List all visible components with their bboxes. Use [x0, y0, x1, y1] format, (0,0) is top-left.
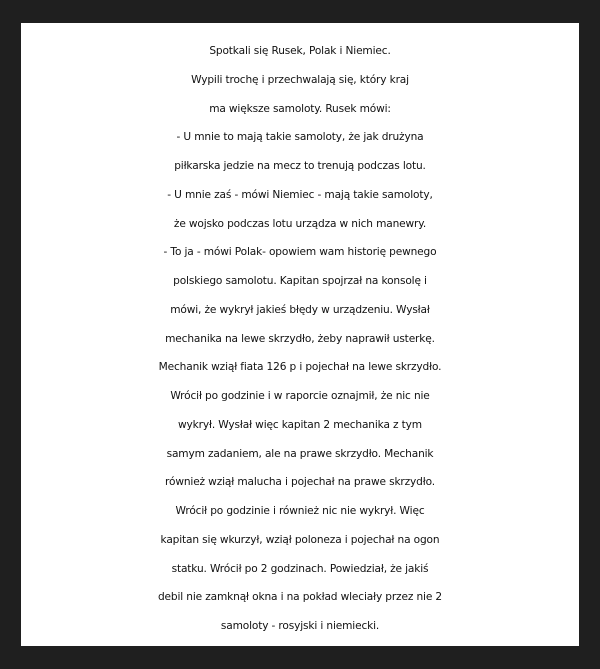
joke-line: samym zadaniem, ale na prawe skrzydło. Mechanik: [166, 447, 434, 460]
joke-line: debil nie zamknął okna i na pokład wleciały przez nie 2: [157, 591, 442, 604]
joke-line: Wrócił po godzinie i w raporcie oznajmił, że nic nie: [170, 390, 430, 402]
joke-line: ma większe samoloty. Rusek mówi:: [209, 102, 391, 115]
joke-line: statku. Wrócił po 2 godzinach. Powiedział, że jakiś: [171, 562, 429, 575]
joke-line: również wziął malucha i pojechał na prawe skrzydło.: [165, 476, 435, 489]
joke-line: mówi, że wykrył jakieś błędy w urządzeniu. Wysłał: [170, 303, 430, 316]
joke-line: - U mnie zaś - mówi Niemiec - mają takie samoloty,: [167, 188, 433, 201]
joke-text: [21, 37, 579, 641]
joke-card: [21, 23, 579, 646]
joke-line: że wojsko podczas lotu urządza w nich manewry.: [173, 217, 427, 230]
joke-line: - To ja - mówi Polak- opowiem wam historię pewnego: [163, 246, 437, 259]
joke-line: wykrył. Wysłał więc kapitan 2 mechanika z tym: [178, 418, 422, 431]
joke-line: samoloty - rosyjski i niemiecki.: [220, 620, 380, 632]
joke-line: mechanika na lewe skrzydło, żeby naprawił usterkę.: [165, 332, 435, 345]
joke-line: piłkarska jedzie na mecz to trenują podczas lotu.: [174, 160, 426, 172]
joke-line: Wypili trochę i przechwalają się, który kraj: [191, 73, 409, 86]
joke-line: kapitan się wkurzył, wziął poloneza i pojechał na ogon: [160, 533, 440, 546]
joke-line: Spotkali się Rusek, Polak i Niemiec.: [209, 45, 391, 57]
joke-line: polskiego samolotu. Kapitan spojrzał na konsolę i: [173, 275, 427, 287]
joke-line: - U mnie to mają takie samoloty, że jak drużyna: [176, 131, 424, 144]
joke-line: Mechanik wziął fiata 126 p i pojechał na lewe skrzydło.: [158, 361, 442, 374]
joke-line: Wrócił po godzinie i również nic nie wykrył. Więc: [175, 505, 425, 517]
